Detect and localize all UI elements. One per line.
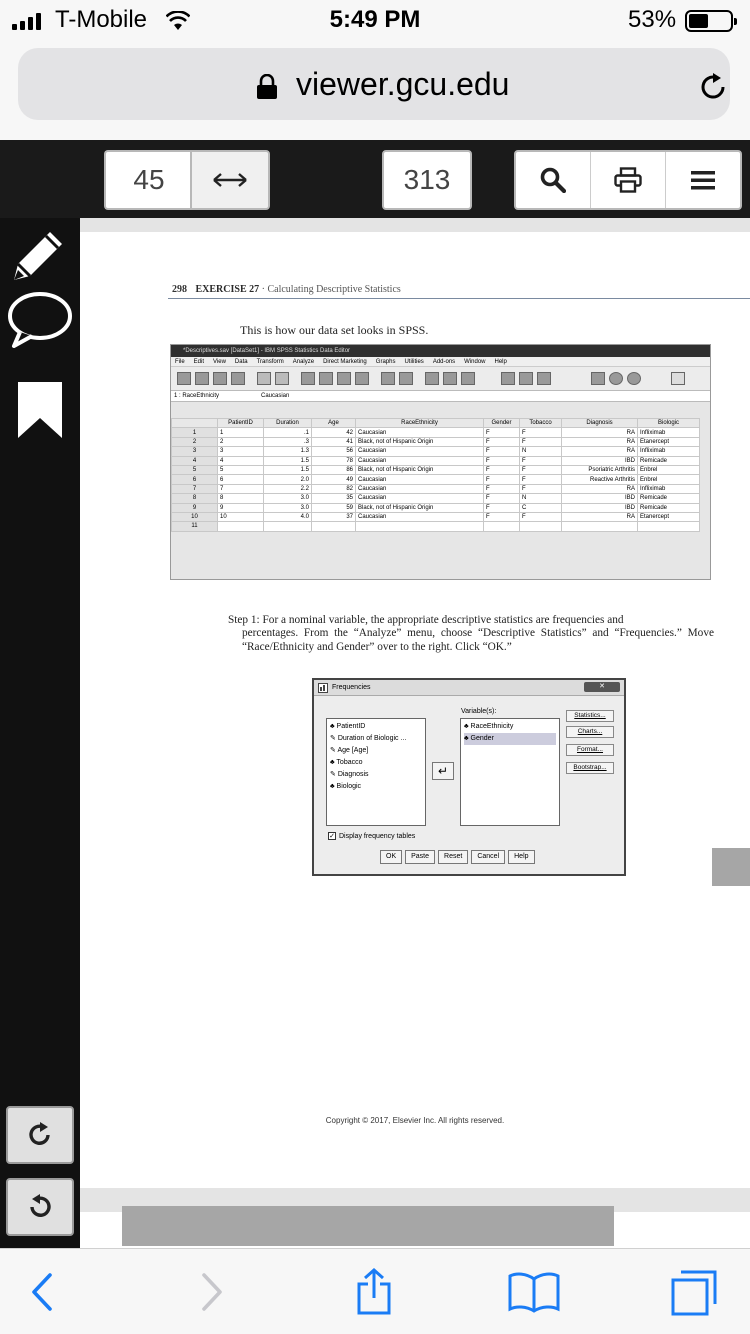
- spss-cell: Etanercept: [638, 512, 700, 521]
- spss-cell: 3.0: [264, 503, 312, 512]
- spss-cell: 37: [312, 512, 356, 521]
- spss-cell: Caucasian: [356, 484, 484, 493]
- lock-icon: [256, 74, 278, 100]
- spss-menu-item: File: [175, 359, 185, 365]
- next-page-image: [122, 1206, 614, 1246]
- spss-cell: F: [484, 465, 520, 474]
- spss-cell: 2.2: [264, 484, 312, 493]
- spss-column-header: Biologic: [638, 419, 700, 428]
- dialog-title: Frequencies: [332, 684, 371, 691]
- spss-menu-bar: [171, 357, 710, 367]
- spss-cell: F: [484, 447, 520, 456]
- spss-cell: Caucasian: [356, 428, 484, 437]
- scroll-indicator[interactable]: [712, 848, 750, 886]
- dialog-side-button[interactable]: Format...: [566, 744, 614, 756]
- spss-cell: IBD: [562, 503, 638, 512]
- spss-cell: [264, 522, 312, 531]
- page-number-input[interactable]: 45: [104, 150, 192, 210]
- spss-cell: [484, 522, 520, 531]
- chapter-title: Calculating Descriptive Statistics: [267, 284, 401, 295]
- spss-cell: F: [520, 437, 562, 446]
- spss-row: [172, 437, 700, 446]
- spss-cell: N: [520, 447, 562, 456]
- source-variable-item[interactable]: [330, 757, 422, 769]
- spss-cell: [312, 522, 356, 531]
- arrow-return-icon: ↵: [437, 764, 449, 778]
- spss-cell: Caucasian: [356, 494, 484, 503]
- spss-cell: F: [484, 437, 520, 446]
- dialog-side-button[interactable]: Statistics...: [566, 710, 614, 722]
- clock: 5:49 PM: [329, 6, 421, 33]
- spss-cell-address: 1 : RaceEthnicity: [174, 393, 220, 399]
- spss-data-grid: [171, 418, 710, 532]
- spss-cell: Infliximab: [638, 428, 700, 437]
- spss-cell: RA: [562, 437, 638, 446]
- spss-row-number: 10: [172, 512, 218, 521]
- spss-cell: Remicade: [638, 456, 700, 465]
- dialog-cancel-button[interactable]: Cancel: [471, 850, 505, 864]
- pencil-icon[interactable]: [10, 224, 70, 284]
- spss-cell: F: [520, 428, 562, 437]
- spss-cell: 7: [218, 484, 264, 493]
- fit-width-button[interactable]: [190, 150, 270, 210]
- spss-cell: 41: [312, 437, 356, 446]
- spss-cell: 49: [312, 475, 356, 484]
- page-number-label: 298: [172, 284, 187, 295]
- viewer-tools: [514, 150, 742, 210]
- comment-icon[interactable]: [6, 290, 74, 350]
- spss-menu-item: Help: [494, 359, 507, 365]
- spss-menu-item: View: [213, 359, 226, 365]
- spss-cell: 78: [312, 456, 356, 465]
- spss-cell: N: [520, 494, 562, 503]
- menu-button[interactable]: [666, 152, 740, 208]
- variable-label: Gender: [470, 735, 494, 742]
- spss-cell: F: [520, 475, 562, 484]
- spss-cell: [638, 522, 700, 531]
- tabs-icon: [669, 1268, 719, 1316]
- spss-cell: F: [484, 484, 520, 493]
- spss-row: [172, 428, 700, 437]
- step-1-line-1: Step 1: For a nominal variable, the appropriate descriptive statistics are frequencies and: [228, 614, 624, 626]
- reload-icon[interactable]: [698, 72, 728, 102]
- spss-cell: 3: [218, 447, 264, 456]
- dialog-paste-button[interactable]: Paste: [405, 850, 435, 864]
- spss-cell: 3.0: [264, 494, 312, 503]
- spss-cell: Psoriatric Arthritis: [562, 465, 638, 474]
- search-icon: [540, 167, 566, 193]
- spss-toolbar: [171, 367, 710, 391]
- annotation-rail: [0, 218, 80, 1248]
- spss-cell: RA: [562, 484, 638, 493]
- spss-row: [172, 503, 700, 512]
- spss-menu-item: Data: [234, 359, 248, 365]
- running-head: [172, 284, 401, 295]
- spss-cell: F: [520, 465, 562, 474]
- spss-row: [172, 522, 700, 531]
- scale-variable-icon: ✎: [330, 771, 338, 778]
- nominal-variable-icon: ♣: [330, 759, 337, 766]
- url-text: viewer.gcu.edu: [296, 66, 510, 102]
- spss-row-number: 2: [172, 437, 218, 446]
- copyright-notice: Copyright © 2017, Elsevier Inc. All rights reserved.: [325, 1116, 505, 1125]
- source-variable-item[interactable]: [330, 781, 422, 793]
- display-frequency-tables-checkbox[interactable]: [328, 832, 415, 840]
- scale-variable-icon: ✎: [330, 747, 338, 754]
- spss-cell: Remicade: [638, 494, 700, 503]
- variable-label: Diagnosis: [337, 771, 369, 778]
- spss-row-number: 8: [172, 494, 218, 503]
- spss-cell: Infliximab: [638, 447, 700, 456]
- chevron-left-icon: [30, 1272, 54, 1312]
- share-icon: [356, 1268, 392, 1316]
- spss-cell: 56: [312, 447, 356, 456]
- spss-row: [172, 475, 700, 484]
- spss-menu-item: Utilities: [404, 359, 424, 365]
- separator: ·: [261, 284, 265, 295]
- spss-cell: 86: [312, 465, 356, 474]
- dialog-app-icon: [318, 683, 328, 693]
- print-button[interactable]: [591, 152, 666, 208]
- variables-label: Variable(s):: [461, 708, 497, 715]
- spss-row-number: 1: [172, 428, 218, 437]
- variable-label: Duration of Biologic ...: [337, 735, 407, 742]
- spss-cell: [520, 522, 562, 531]
- spss-row-number: 11: [172, 522, 218, 531]
- spss-row-number: 4: [172, 456, 218, 465]
- spss-cell: [218, 522, 264, 531]
- spss-row-number: 5: [172, 465, 218, 474]
- spss-cell: F: [484, 428, 520, 437]
- spss-cell: Remicade: [638, 503, 700, 512]
- undo-button[interactable]: [6, 1178, 74, 1236]
- spss-cell: RA: [562, 447, 638, 456]
- close-icon[interactable]: ✕: [584, 682, 620, 692]
- spss-cell: Black, not of Hispanic Origin: [356, 437, 484, 446]
- spss-cell: F: [484, 475, 520, 484]
- variable-label: PatientID: [336, 723, 366, 730]
- variable-label: Biologic: [336, 783, 362, 790]
- spss-cell: 1: [218, 428, 264, 437]
- hamburger-menu-icon: [690, 169, 716, 191]
- spss-cell: Infliximab: [638, 484, 700, 493]
- spss-row: [172, 494, 700, 503]
- browser-chrome: [0, 40, 750, 140]
- forward-button[interactable]: [184, 1267, 240, 1317]
- spss-cell: Reactive Arthritis: [562, 475, 638, 484]
- chevron-right-icon: [200, 1272, 224, 1312]
- spss-cell: 1.5: [264, 465, 312, 474]
- spss-cell: IBD: [562, 494, 638, 503]
- spss-menu-item: Analyze: [292, 359, 315, 365]
- dialog-help-button[interactable]: Help: [508, 850, 534, 864]
- nominal-variable-icon: ♣: [464, 735, 471, 742]
- variable-label: Tobacco: [336, 759, 363, 766]
- checkmark-icon: ✓: [329, 833, 335, 840]
- spss-cell: RA: [562, 512, 638, 521]
- nominal-variable-icon: ♣: [330, 783, 337, 790]
- spss-cell: RA: [562, 428, 638, 437]
- spss-column-header: Tobacco: [520, 419, 562, 428]
- undo-icon: [27, 1194, 53, 1220]
- variable-label: RaceEthnicity: [470, 723, 514, 730]
- spss-row-number: 3: [172, 447, 218, 456]
- spss-cell: 10: [218, 512, 264, 521]
- spss-cell: F: [520, 484, 562, 493]
- spss-cell: .1: [264, 428, 312, 437]
- spss-cell: 82: [312, 484, 356, 493]
- spss-cell: Etanercept: [638, 437, 700, 446]
- spss-cell: 8: [218, 494, 264, 503]
- redo-icon: [27, 1122, 53, 1148]
- spss-cell: 1.3: [264, 447, 312, 456]
- spss-row: [172, 512, 700, 521]
- tabs-button[interactable]: [666, 1267, 722, 1317]
- arrows-horizontal-icon: [213, 173, 247, 187]
- address-bar[interactable]: [18, 48, 730, 120]
- dialog-side-button[interactable]: Charts...: [566, 726, 614, 738]
- dialog-side-button[interactable]: Bootstrap...: [566, 762, 614, 774]
- spss-column-header: RaceEthnicity: [356, 419, 484, 428]
- intro-text: This is how our data set looks in SPSS.: [240, 323, 429, 337]
- browser-bottom-toolbar: [0, 1248, 750, 1334]
- spss-menu-item: Direct Marketing: [323, 359, 367, 365]
- spss-cell: 42: [312, 428, 356, 437]
- spss-cell: 5: [218, 465, 264, 474]
- book-icon: [508, 1271, 560, 1313]
- target-variable-list[interactable]: [460, 718, 560, 826]
- source-variable-list[interactable]: [326, 718, 426, 826]
- spss-cell: F: [484, 494, 520, 503]
- spss-menu-item: Add-ons: [432, 359, 456, 365]
- spss-cell: 59: [312, 503, 356, 512]
- spss-menu-item: Edit: [193, 359, 205, 365]
- spss-cell: Enbrel: [638, 465, 700, 474]
- viewer-toolbar: [0, 140, 750, 218]
- bookmark-icon[interactable]: [16, 380, 64, 440]
- spss-cell: F: [520, 512, 562, 521]
- header-rule: [168, 298, 750, 299]
- frequencies-dialog: [312, 678, 626, 876]
- spss-cell: IBD: [562, 456, 638, 465]
- checkbox-label: Display frequency tables: [339, 832, 416, 840]
- spss-cell: 1.5: [264, 456, 312, 465]
- spss-cell: Caucasian: [356, 512, 484, 521]
- spss-cell: 2: [218, 437, 264, 446]
- battery-percent: 53%: [628, 6, 677, 33]
- redo-button[interactable]: [6, 1106, 74, 1164]
- spss-row: [172, 465, 700, 474]
- spss-cell: Black, not of Hispanic Origin: [356, 503, 484, 512]
- spss-cell: Enbrel: [638, 475, 700, 484]
- spss-cell: Caucasian: [356, 456, 484, 465]
- spss-column-header: Duration: [264, 419, 312, 428]
- spss-cell-reference: [171, 391, 710, 402]
- spss-window-title: *Descriptives.sav [DataSet1] - IBM SPSS Statistics Data Editor: [171, 345, 710, 357]
- spss-menu-item: Transform: [256, 359, 284, 365]
- exercise-label: EXERCISE 27: [195, 284, 260, 295]
- spss-row: [172, 456, 700, 465]
- spss-cell: C: [520, 503, 562, 512]
- target-variable-item[interactable]: [464, 733, 556, 745]
- battery-icon: [685, 10, 733, 32]
- carrier-name: T-Mobile: [55, 6, 148, 33]
- spss-column-header: PatientID: [218, 419, 264, 428]
- spss-cell: 4.0: [264, 512, 312, 521]
- spss-row-number: 9: [172, 503, 218, 512]
- spss-cell: 35: [312, 494, 356, 503]
- dialog-titlebar: [314, 680, 624, 696]
- spss-cell-value: Caucasian: [261, 393, 290, 399]
- battery-level-fill: [689, 14, 708, 28]
- variable-label: Age [Age]: [337, 747, 369, 754]
- spss-cell: F: [484, 512, 520, 521]
- spss-cell: [562, 522, 638, 531]
- spss-column-header: Gender: [484, 419, 520, 428]
- nominal-variable-icon: ♣: [464, 723, 471, 730]
- dialog-ok-button[interactable]: OK: [380, 850, 402, 864]
- print-icon: [614, 167, 642, 193]
- step-1-line-rest: percentages. From the “Analyze” menu, choose “Descriptive Statistics” and “Frequencies.” Move “Race/Ethnicity and Gender” over to the right. Click “OK.”: [242, 627, 714, 653]
- spss-cell: Caucasian: [356, 447, 484, 456]
- spss-cell: 6: [218, 475, 264, 484]
- spss-row: [172, 447, 700, 456]
- status-bar: [0, 0, 750, 40]
- bookmarks-button[interactable]: [506, 1267, 562, 1317]
- spss-screenshot: [170, 344, 711, 580]
- scale-variable-icon: ✎: [330, 735, 338, 742]
- spss-cell: .3: [264, 437, 312, 446]
- spss-menu-item: Window: [464, 359, 486, 365]
- spss-corner-header: [172, 419, 218, 428]
- back-button[interactable]: [14, 1267, 70, 1317]
- dialog-action-buttons: [380, 850, 535, 864]
- spss-menu-item: Graphs: [375, 359, 396, 365]
- target-variable-item[interactable]: [464, 721, 556, 733]
- spss-column-header: Age: [312, 419, 356, 428]
- total-pages: 313: [382, 150, 472, 210]
- source-variable-item[interactable]: [330, 733, 422, 745]
- spss-cell: F: [520, 456, 562, 465]
- source-variable-item[interactable]: [330, 745, 422, 757]
- spss-cell: 9: [218, 503, 264, 512]
- spss-row-number: 6: [172, 475, 218, 484]
- step-1-text: [228, 614, 714, 654]
- spss-cell: Black, not of Hispanic Origin: [356, 465, 484, 474]
- spss-cell: Caucasian: [356, 475, 484, 484]
- search-button[interactable]: [516, 152, 591, 208]
- dialog-reset-button[interactable]: Reset: [438, 850, 468, 864]
- source-variable-item[interactable]: [330, 721, 422, 733]
- source-variable-item[interactable]: [330, 769, 422, 781]
- spss-row: [172, 484, 700, 493]
- spss-column-header: Diagnosis: [562, 419, 638, 428]
- spss-cell: 4: [218, 456, 264, 465]
- spss-row-number: 7: [172, 484, 218, 493]
- move-variable-button[interactable]: [432, 762, 454, 780]
- spss-cell: F: [484, 503, 520, 512]
- spss-cell: F: [484, 456, 520, 465]
- share-button[interactable]: [346, 1267, 402, 1317]
- spss-cell: [356, 522, 484, 531]
- nominal-variable-icon: ♣: [330, 723, 337, 730]
- spss-cell: 2.0: [264, 475, 312, 484]
